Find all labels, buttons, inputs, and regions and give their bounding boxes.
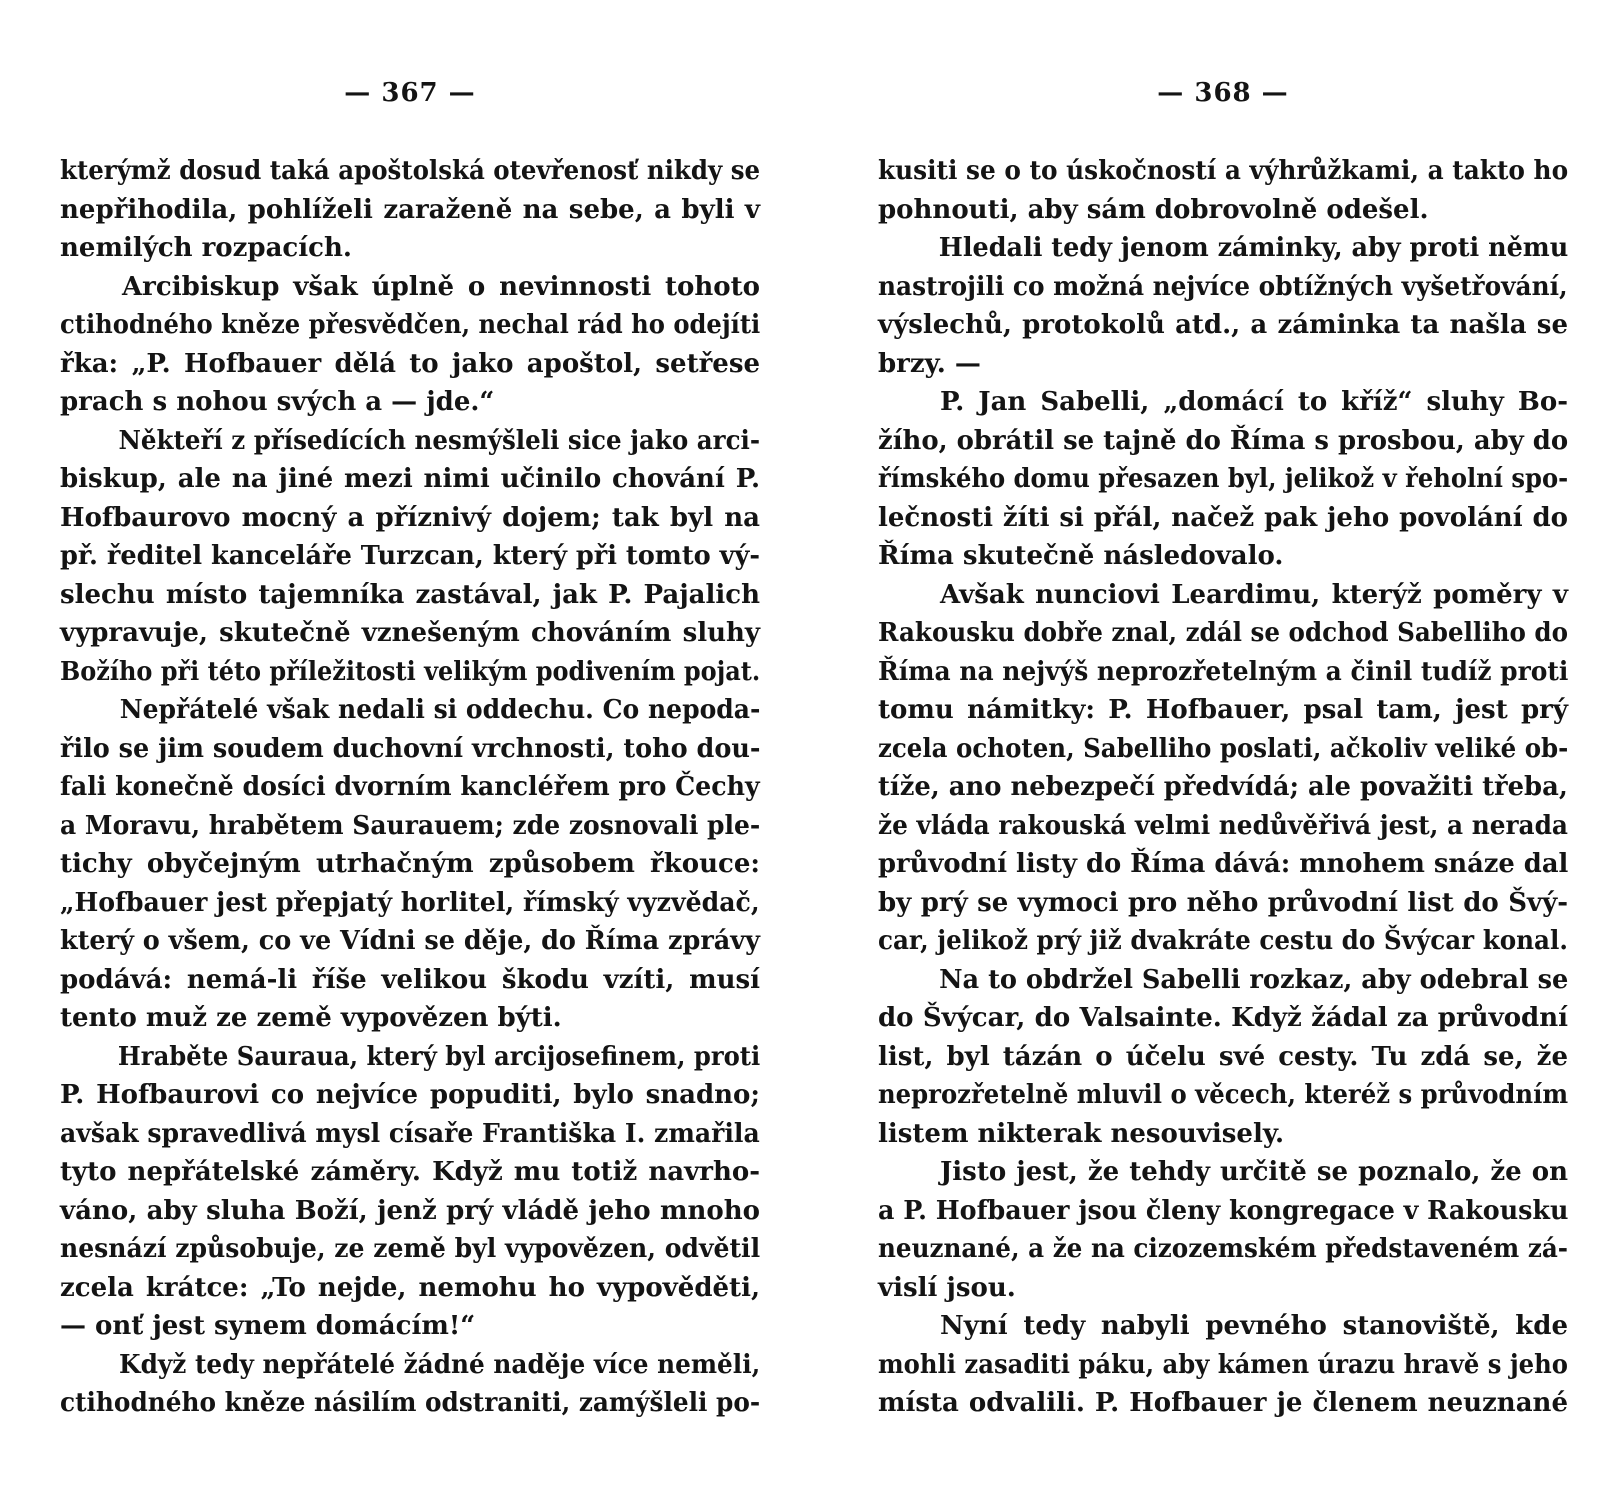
text-line: Říma skutečně následovalo. bbox=[878, 541, 1284, 571]
text-line: Říma na nejvýš neprozřetelným a činil tudíž proti bbox=[878, 656, 1569, 687]
text-line: by prý se vymoci pro něho průvodní list do Švý- bbox=[878, 887, 1568, 918]
text-line: Hofbaurovo mocný a příznivý dojem; tak byl na bbox=[60, 502, 760, 533]
text-line: zcela ochoten, Sabelliho poslati, ačkoliv veliké ob- bbox=[878, 733, 1569, 764]
text-line: biskup, ale na jiné mezi nimi učinilo chování P. bbox=[60, 464, 760, 494]
text-line: Avšak nunciovi Leardimu, kterýž poměry v bbox=[940, 579, 1568, 610]
text-line: a P. Hofbauer jsou členy kongregace v Rakousku bbox=[878, 1195, 1569, 1226]
text-line: Rakousku dobře znal, zdál se odchod Sabelliho do bbox=[878, 618, 1568, 648]
text-line: Jisto jest, že tehdy určitě se poznalo, že on bbox=[940, 1157, 1568, 1187]
text-line: nepřihodila, pohlíželi zaraženě na sebe, a byli v bbox=[60, 194, 760, 225]
text-line: tomu námitky: P. Hofbauer, psal tam, jest prý bbox=[878, 695, 1568, 725]
text-line: lečnosti žíti si přál, načež pak jeho povolání do bbox=[878, 502, 1568, 533]
text-line: tichy obyčejným utrhačným způsobem řkouce: bbox=[60, 849, 760, 879]
text-line: Nepřátelé však nedali si oddechu. Co nepoda- bbox=[119, 695, 761, 725]
text-line: kterýmž dosud taká apoštolská otevřenosť nikdy se bbox=[60, 156, 761, 186]
text-line: „Hofbauer jest přepjatý horlitel, římský vyzvědač, bbox=[60, 887, 760, 918]
text-line: podává: nemá-li říše velikou škodu vzíti, musí bbox=[60, 964, 760, 995]
text-line: že vláda rakouská velmi nedůvěřivá jest, a nerada bbox=[878, 810, 1568, 841]
text-line: neprozřetelně mluvil o věcech, kteréž s průvodním bbox=[878, 1080, 1569, 1110]
text-line: řilo se jim soudem duchovní vrchnosti, toho dou- bbox=[60, 733, 761, 764]
text-line: pohnouti, aby sám dobrovolně odešel. bbox=[878, 194, 1429, 225]
text-line: listem nikterak nesouvisely. bbox=[878, 1118, 1285, 1149]
text-line: tyto nepřátelské záměry. Když mu totiž navrho- bbox=[60, 1157, 760, 1187]
text-line: Na to obdržel Sabelli rozkaz, aby odebral se bbox=[939, 964, 1569, 995]
text-line: list, byl tázán o účelu své cesty. Tu zdá se, že bbox=[878, 1041, 1568, 1072]
text-line: slechu místo tajemníka zastával, jak P. Pajalich bbox=[60, 579, 760, 610]
text-line: nesnází způsobuje, ze země byl vypovězen, odvětil bbox=[60, 1234, 761, 1264]
right-page-text bbox=[878, 152, 1568, 1423]
text-line: a Moravu, hrabětem Saurauem; zde zosnovali ple- bbox=[60, 810, 761, 841]
text-line: nastrojili co možná nejvíce obtížných vyšetřování, bbox=[878, 271, 1568, 302]
text-line: Hraběte Sauraua, který byl arcijosefinem, proti bbox=[117, 1041, 761, 1072]
text-line: Arcibiskup však úplně o nevinnosti tohoto bbox=[122, 271, 760, 302]
text-line: váno, aby sluha Boží, jenž prý vládě jeho mnoho bbox=[60, 1195, 760, 1226]
text-line: tento muž ze země vypovězen býti. bbox=[60, 1003, 562, 1033]
text-line: zcela krátce: „To nejde, nemohu ho vypověděti, bbox=[60, 1272, 760, 1303]
text-line: římského domu přesazen byl, jelikož v řeholní spo- bbox=[878, 464, 1569, 494]
text-line: místa odvalili. P. Hofbauer je členem neuznané bbox=[878, 1388, 1568, 1418]
text-line: car, jelikož prý již dvakráte cestu do Švýcar konal. bbox=[878, 926, 1568, 956]
text-line: ctihodného kněze přesvědčen, nechal rád ho odejíti bbox=[60, 310, 761, 340]
text-line: P. Hofbaurovi co nejvíce popuditi, bylo snadno; bbox=[60, 1080, 760, 1110]
left-page-text bbox=[60, 152, 760, 1423]
text-line: Když tedy nepřátelé žádné naděje více neměli, bbox=[119, 1349, 761, 1380]
text-line: neuznané, a že na cizozemském představeném zá- bbox=[878, 1234, 1569, 1264]
page-number-left: — 367 — bbox=[344, 78, 476, 108]
right-page bbox=[878, 0, 1568, 1500]
text-line: výslechů, protokolů atd., a záminka ta našla se bbox=[878, 310, 1568, 340]
text-line: prach s nohou svých a — jde.“ bbox=[60, 387, 495, 417]
text-line: který o všem, co ve Vídni se děje, do Říma zprávy bbox=[60, 926, 760, 956]
text-line: mohli zasaditi páku, aby kámen úrazu hravě s jeho bbox=[878, 1349, 1568, 1380]
text-line: brzy. — bbox=[878, 348, 981, 379]
text-line: průvodní listy do Říma dává: mnohem snáze dal bbox=[878, 849, 1569, 879]
text-line: do Švýcar, do Valsainte. Když žádal za průvodní bbox=[878, 1003, 1568, 1033]
text-line: př. ředitel kanceláře Turzcan, který při tomto vý- bbox=[60, 541, 761, 571]
text-line: — onť jest synem domácím!“ bbox=[60, 1311, 476, 1341]
text-line: Někteří z přísedících nesmýšleli sice jako arci- bbox=[118, 425, 761, 456]
text-line: řka: „P. Hofbauer dělá to jako apoštol, setřese bbox=[60, 348, 760, 379]
text-line: kusiti se o to úskočností a výhrůžkami, a takto ho bbox=[878, 156, 1569, 186]
text-line: vypravuje, skutečně vznešeným chováním sluhy bbox=[60, 618, 760, 648]
text-line: ctihodného kněze násilím odstraniti, zamýšleli po- bbox=[60, 1388, 761, 1418]
text-line: žího, obrátil se tajně do Říma s prosbou, aby do bbox=[878, 425, 1569, 456]
text-line: fali konečně dosíci dvorním kancléřem pro Čechy bbox=[60, 772, 760, 802]
text-line: tíže, ano nebezpečí předvídá; ale považiti třeba, bbox=[878, 772, 1568, 802]
text-line: Božího při této příležitosti velikým podivením pojat. bbox=[60, 656, 761, 687]
text-line: Nyní tedy nabyli pevného stanoviště, kde bbox=[940, 1311, 1568, 1341]
text-line: nemilých rozpacích. bbox=[60, 233, 352, 263]
page-number-right: — 368 — bbox=[1157, 78, 1289, 108]
text-line: Hledali tedy jenom záminky, aby proti němu bbox=[938, 233, 1569, 263]
left-page bbox=[60, 0, 760, 1500]
text-line: vislí jsou. bbox=[878, 1272, 1016, 1303]
text-line: avšak spravedlivá mysl císaře Františka I. zmařila bbox=[60, 1118, 760, 1149]
text-line: P. Jan Sabelli, „domácí to kříž“ sluhy Bo- bbox=[940, 387, 1568, 417]
